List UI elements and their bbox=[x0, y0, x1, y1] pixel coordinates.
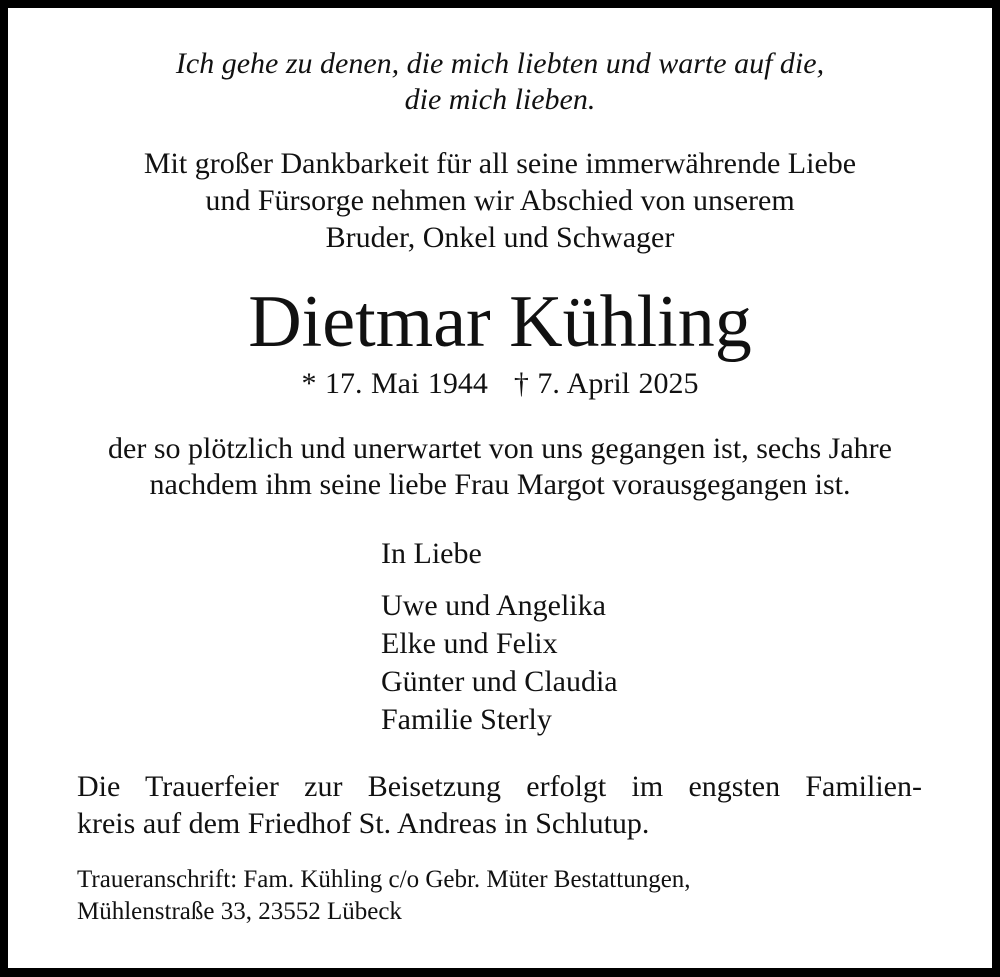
intro-line: Mit großer Dankbarkeit für all seine immerwährende Liebe bbox=[143, 147, 857, 180]
deceased-name: Dietmar Kühling bbox=[248, 281, 752, 363]
mourner: Familie Sterly bbox=[381, 703, 552, 736]
birth-date: * 17. Mai 1944 bbox=[301, 367, 488, 400]
life-dates bbox=[0, 364, 1000, 404]
signoff: In Liebe bbox=[381, 537, 482, 570]
intro-line: und Fürsorge nehmen wir Abschied von unserem bbox=[205, 184, 795, 217]
mourner: Günter und Claudia bbox=[381, 665, 618, 698]
motto-quote bbox=[0, 46, 1000, 118]
funeral-notice bbox=[77, 768, 922, 842]
death-date: † 7. April 2025 bbox=[513, 367, 699, 400]
funeral-line: Die Trauerfeier zur Beisetzung erfolgt im engsten Familien- bbox=[77, 770, 922, 803]
address-line: Traueranschrift: Fam. Kühling c/o Gebr. Müter Bestattungen, bbox=[77, 866, 691, 893]
intro-line: Bruder, Onkel und Schwager bbox=[325, 221, 675, 254]
paragraph-line: nachdem ihm seine liebe Frau Margot vorausgegangen ist. bbox=[149, 468, 851, 501]
mourners-block bbox=[381, 535, 618, 739]
condolence-address bbox=[77, 864, 691, 928]
remembrance-paragraph bbox=[0, 431, 1000, 503]
motto-line: die mich lieben. bbox=[404, 83, 596, 116]
intro-text bbox=[0, 145, 1000, 256]
mourner: Elke und Felix bbox=[381, 627, 558, 660]
motto-line: Ich gehe zu denen, die mich liebten und warte auf die, bbox=[175, 47, 825, 80]
address-line: Mühlenstraße 33, 23552 Lübeck bbox=[77, 898, 402, 925]
mourner: Uwe und Angelika bbox=[381, 589, 606, 622]
paragraph-line: der so plötzlich und unerwartet von uns gegangen ist, sechs Jahre bbox=[108, 432, 892, 465]
funeral-line: kreis auf dem Friedhof St. Andreas in Schlutup. bbox=[77, 807, 650, 840]
